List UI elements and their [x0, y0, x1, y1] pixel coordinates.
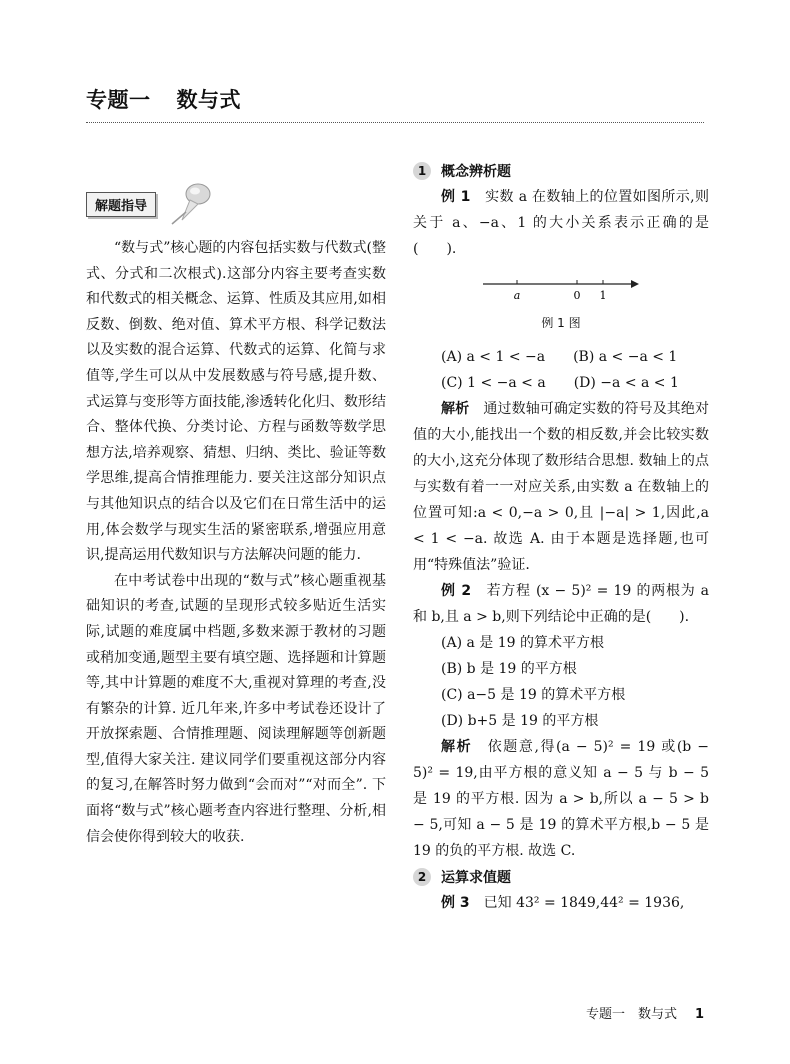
section-2-heading: [413, 864, 709, 890]
example-3-text: 已知 43² = 1849,44² = 1936,: [483, 895, 685, 911]
option-a: (A) a < 1 < −a: [441, 349, 546, 365]
example-3-label: 例 3: [441, 895, 470, 911]
intro-paragraph-1: “数与式”核心题的内容包括实数与代数式(整式、分式和二次根式).这部分内容主要考查实数和代数式的相关概念、运算、性质及其应用,如相反数、倒数、绝对值、算术平方根、科学记数法以及实数的混合运算、代数式的运算、化简与求值等,学生可以从中发展数感与符号感,提升数、式运算与变形等方面技能,渗透转化化归、数形结合、整体代换、分类讨论、方程与函数等数学思想方法,培养观察、猜想、归纳、类比、验证等数学思维,提高合情推理能力. 要关注这部分知识点与其他知识点的结合以及它们在日常生活中的运用,体会数学与现实生活的紧密联系,增强应用意识,提高运用代数知识与方法解决问题的能力.: [86, 240, 386, 564]
example-1-options-row-2: [413, 370, 709, 396]
number-line: [413, 270, 709, 314]
solution-1-text: 通过数轴可确定实数的符号及其绝对值的大小,能找出一个数的相反数,并会比较实数的大小,这充分体现了数形结合思想. 数轴上的点与实数有着一一对应关系,由实数 a 在数轴上的位置可知:a < 0,−a > 0,且 |−a| > 1,因此,a < 1 < −a. 故选 A. 由于本题是选择题,也可用“特殊值法”验证.: [413, 401, 710, 573]
example-2-option-c: (C) a−5 是 19 的算术平方根: [441, 687, 626, 703]
example-2-label: 例 2: [441, 583, 472, 599]
right-column: [413, 158, 709, 916]
section-2-title: 运算求值题: [441, 870, 511, 886]
example-2-option-d: (D) b+5 是 19 的平方根: [441, 713, 599, 729]
solution-1: [413, 396, 709, 578]
tick-label-zero: 0: [573, 289, 581, 302]
tick-label-a: a: [513, 289, 521, 302]
solution-1-label: 解析: [441, 401, 470, 417]
left-column: [86, 180, 386, 850]
solution-2-label: 解析: [441, 739, 473, 755]
guide-label: 解题指导: [86, 192, 156, 217]
option-d: (D) −a < a < 1: [573, 375, 679, 391]
example-1-text: 实数 a 在数轴上的位置如图所示,则关于 a、−a、1 的大小关系表示正确的是( ).: [413, 189, 710, 257]
example-2-option-b: (B) b 是 19 的平方根: [441, 661, 577, 677]
title-part2: 数与式: [176, 88, 241, 112]
solution-2-text: 依题意,得(a − 5)² = 19 或(b − 5)² = 19,由平方根的意义知 a − 5 与 b − 5 是 19 的平方根. 因为 a > b,所以 a − 5 > b − 5,可知 a − 5 是 19 的算术平方根,b − 5 是 19 的负的平方根. 故选 C.: [413, 739, 710, 859]
figure-caption: 例 1 图: [541, 316, 581, 330]
section-1-heading: [413, 158, 709, 184]
example-2: [413, 578, 709, 630]
intro-paragraph-2: 在中考试卷中出现的“数与式”核心题重视基础知识的考查,试题的呈现形式较多贴近生活实际,试题的难度属中档题,多数来源于教材的习题或稍加变通,题型主要有填空题、选择题和计算题等,其中计算题的难度不大,重视对算理的考查,没有繁杂的计算. 近几年来,许多中考试卷还设计了开放探索题、合情推理题、阅读理解题等创新题型,值得大家关注. 建议同学们要重视这部分内容的复习,在解答时努力做到“会而对”“对而全”. 下面将“数与式”核心题考查内容进行整理、分析,相信会使你得到较大的收获.: [86, 572, 386, 845]
option-c: (C) 1 < −a < a: [441, 375, 546, 391]
example-1: [413, 184, 709, 262]
example-2-option-a: (A) a 是 19 的算术平方根: [441, 635, 604, 651]
example-1-label: 例 1: [441, 189, 471, 205]
example-2-text: 若方程 (x − 5)² = 19 的两根为 a 和 b,且 a > b,则下列结论中正确的是( ).: [413, 583, 709, 625]
page-title: [86, 84, 241, 114]
title-part1: 专题一: [86, 88, 151, 112]
title-divider: [86, 122, 704, 123]
section-1-title: 概念辨析题: [441, 164, 511, 180]
option-b: (B) a < −a < 1: [573, 349, 678, 365]
tick-label-one: 1: [599, 289, 607, 302]
section-2-number: 2: [413, 868, 431, 886]
guide-header: [86, 180, 386, 230]
example-3: [413, 890, 709, 916]
section-1-number: 1: [413, 162, 431, 180]
example-1-options-row-1: [413, 344, 709, 370]
pushpin-icon: [168, 180, 216, 226]
page-footer: [586, 1003, 704, 1022]
number-line-figure: [413, 270, 709, 314]
page-number: 1: [694, 1007, 704, 1022]
footer-label: 专题一 数与式: [585, 1007, 677, 1022]
solution-2: [413, 734, 709, 864]
